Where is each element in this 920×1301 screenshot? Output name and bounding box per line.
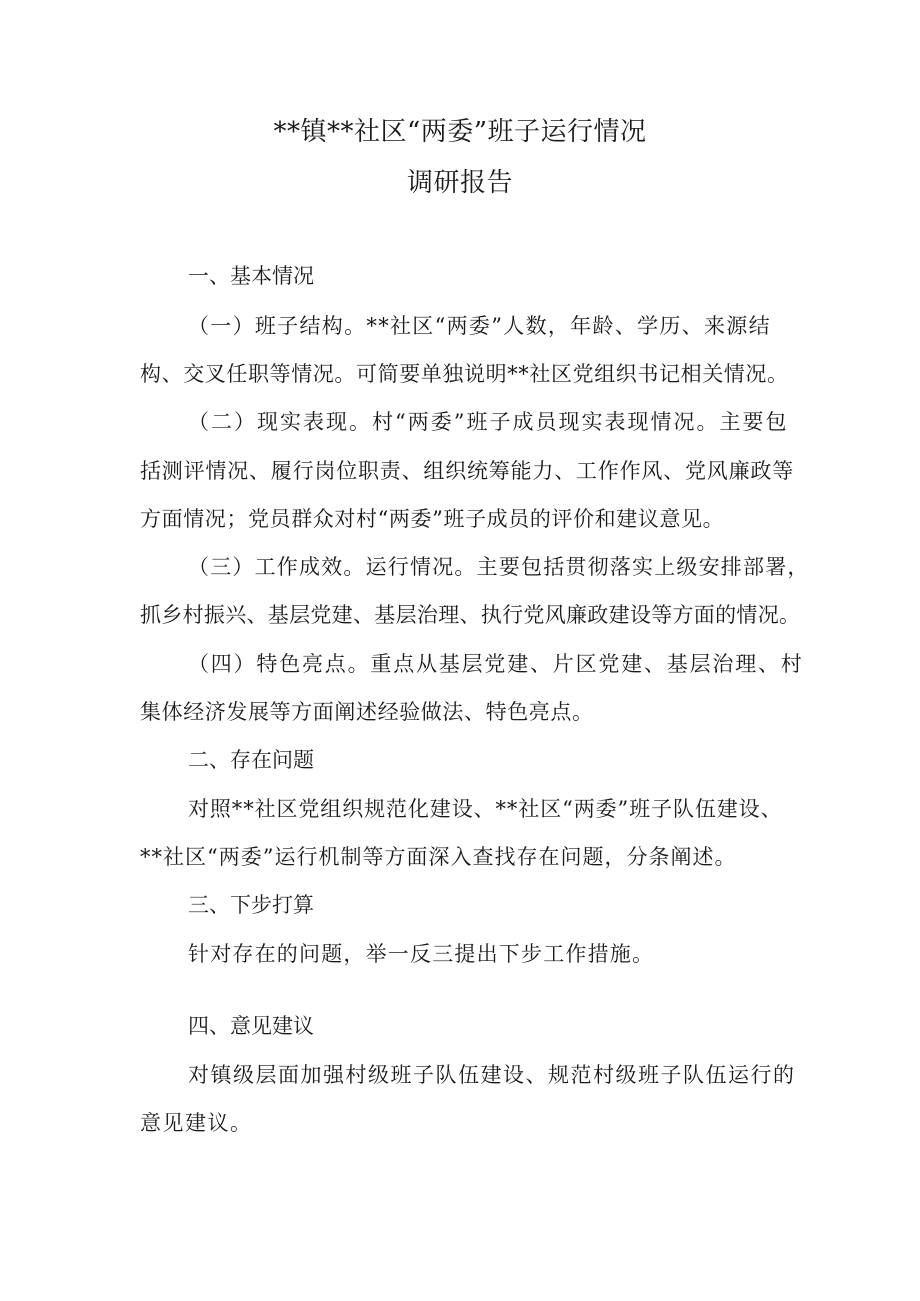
paragraph-line: （三）工作成效。运行情况。主要包括贯彻落实上级安排部署， [188,555,810,579]
paragraph-line: （二）现实表现。村“两委”班子成员现实表现情况。主要包 [188,410,789,434]
section-heading-basic: 一、基本情况 [188,264,314,288]
paragraph-line: 括测评情况、履行岗位职责、组织统筹能力、工作作风、党风廉政等 [140,459,794,483]
paragraph-line: （一）班子结构。**社区“两委”人数，年龄、学历、来源结 [188,314,771,338]
paragraph-line: 对照**社区党组织规范化建设、**社区“两委”班子队伍建设、 [188,797,783,821]
section-heading-suggestions: 四、意见建议 [188,1014,314,1038]
document-title-line1: **镇**社区“两委”班子运行情况 [273,117,647,147]
paragraph-line: 对镇级层面加强村级班子队伍建设、规范村级班子队伍运行的 [188,1063,796,1087]
section-heading-next-steps: 三、下步打算 [188,893,314,917]
section-heading-problems: 二、存在问题 [188,748,314,772]
document-title-line2: 调研报告 [406,168,513,198]
paragraph-line: （四）特色亮点。重点从基层党建、片区党建、基层治理、村 [188,652,804,676]
paragraph-line: **社区“两委”运行机制等方面深入查找存在问题，分条阐述。 [140,845,737,869]
paragraph-line: 抓乡村振兴、基层党建、基层治理、执行党风廉政建设等方面的情况。 [140,603,801,627]
paragraph-line: 针对存在的问题，举一反三提出下步工作措施。 [188,942,655,966]
paragraph-line: 意见建议。 [140,1111,253,1135]
paragraph-line: 集体经济发展等方面阐述经验做法、特色亮点。 [140,700,594,724]
paragraph-line: 方面情况；党员群众对村“两委”班子成员的评价和建议意见。 [140,507,725,531]
paragraph-line: 构、交叉任职等情况。可简要单独说明**社区党组织书记相关情况。 [140,362,789,386]
